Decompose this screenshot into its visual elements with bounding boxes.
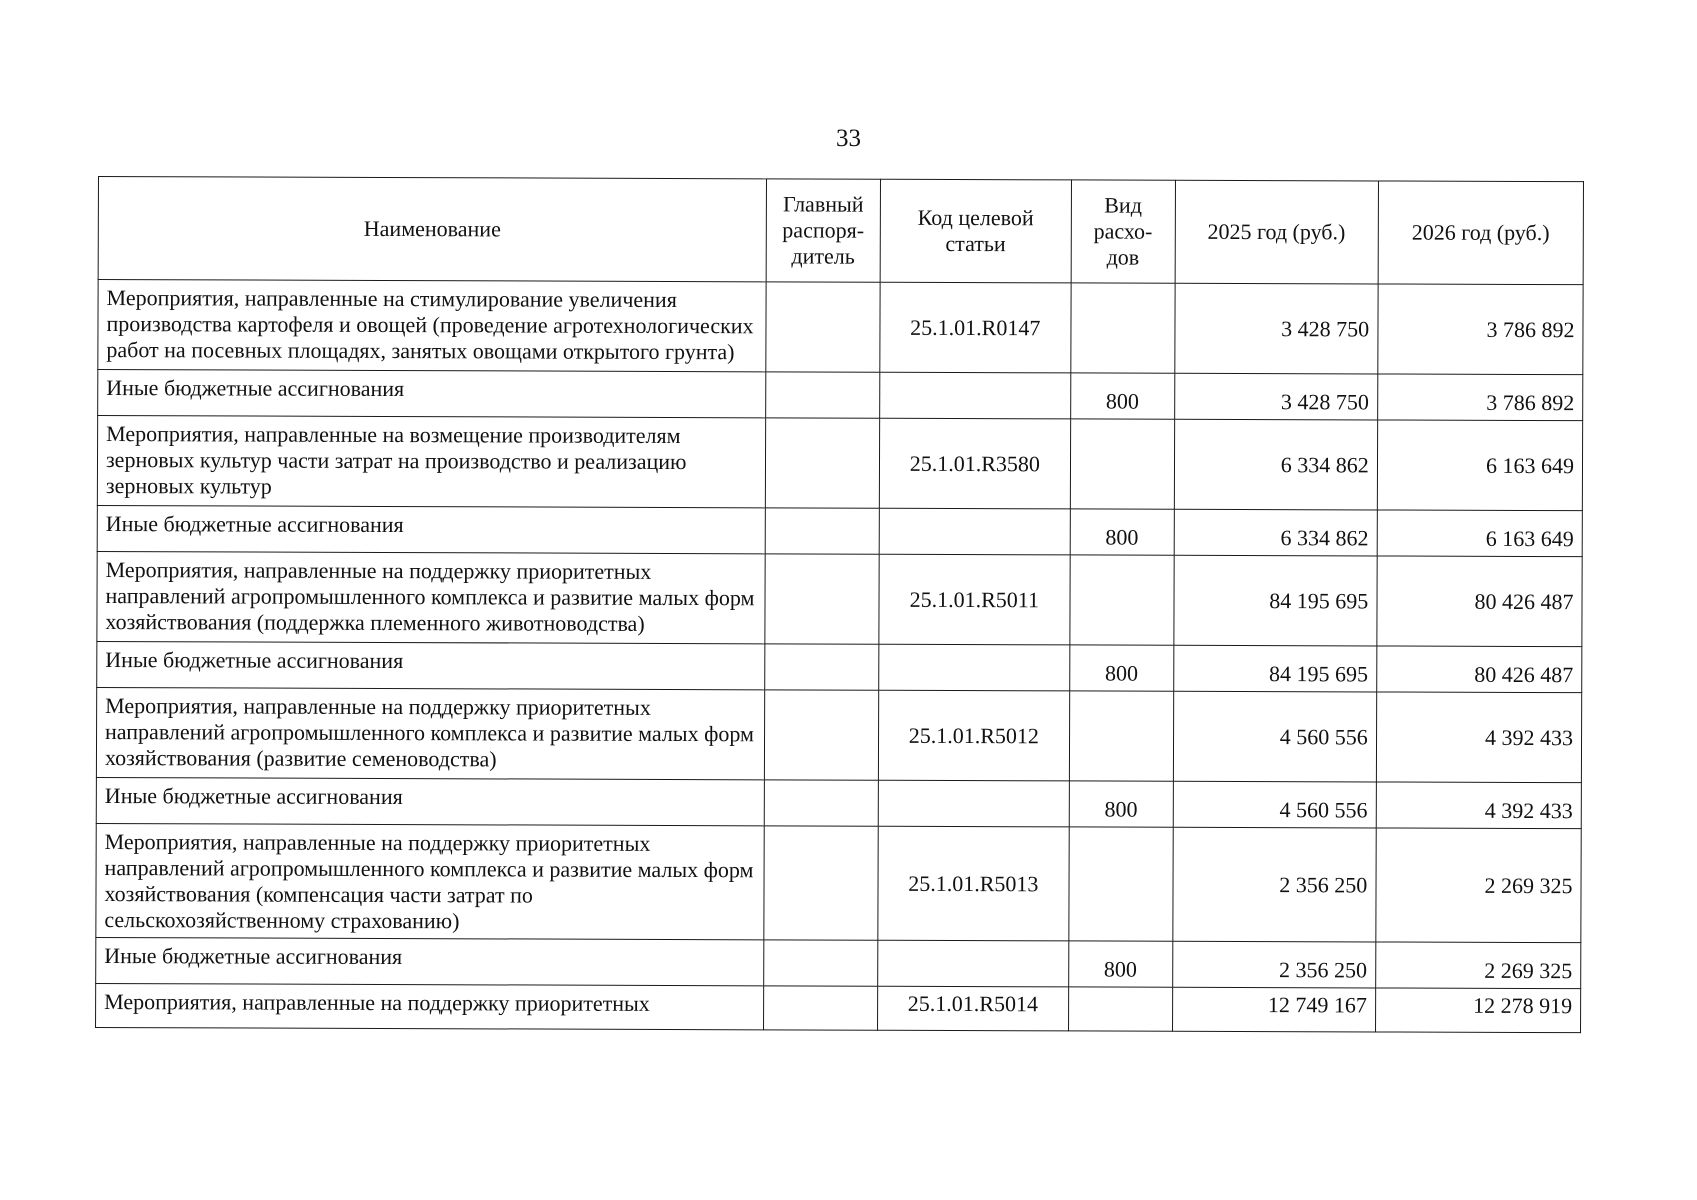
cell-name: Мероприятия, направленные на поддержку приоритетных xyxy=(96,983,764,1029)
table-row xyxy=(96,937,1581,988)
table-row xyxy=(97,551,1582,646)
cell-2026: 3 786 892 xyxy=(1377,374,1582,421)
table-row xyxy=(98,280,1583,375)
cell-manager xyxy=(765,644,879,690)
cell-name: Иные бюджетные ассигнования xyxy=(96,777,764,825)
cell-2025: 4 560 556 xyxy=(1173,691,1377,782)
table-row xyxy=(96,777,1581,828)
cell-code xyxy=(877,940,1068,987)
cell-manager xyxy=(766,372,880,418)
cell-name: Мероприятия, направленные на стимулирование увеличения производства картофеля и овощей (проведение агротехнологических работ на посевных площадях, занятых овощами открытого грунта) xyxy=(98,280,766,372)
cell-type xyxy=(1069,691,1173,781)
cell-type xyxy=(1068,987,1172,1031)
table-row xyxy=(98,370,1583,421)
cell-type: 800 xyxy=(1070,645,1174,691)
cell-code xyxy=(879,372,1070,419)
cell-2025: 84 195 695 xyxy=(1173,555,1377,646)
cell-manager xyxy=(764,690,878,780)
table-row xyxy=(96,823,1581,942)
cell-manager xyxy=(765,508,879,554)
header-code: Код целевой статьи xyxy=(880,179,1072,283)
cell-2026: 12 278 919 xyxy=(1375,988,1580,1033)
cell-type: 800 xyxy=(1071,373,1175,419)
cell-manager xyxy=(764,940,878,986)
cell-2026: 2 269 325 xyxy=(1375,942,1580,989)
header-name: Наименование xyxy=(98,177,766,282)
cell-2026: 2 269 325 xyxy=(1376,828,1582,943)
cell-name: Мероприятия, направленные на поддержку приоритетных направлений агропромышленного комплекса и развитие малых форм хозяйствования (поддержка племенного животноводства) xyxy=(97,551,765,643)
cell-2025: 2 356 250 xyxy=(1172,941,1375,988)
cell-2025: 4 560 556 xyxy=(1173,781,1376,828)
cell-type xyxy=(1069,827,1173,941)
cell-code: 25.1.01.R5014 xyxy=(877,986,1068,1031)
cell-type xyxy=(1070,419,1174,509)
header-2026: 2026 год (руб.) xyxy=(1378,181,1584,285)
cell-code: 25.1.01.R5013 xyxy=(878,826,1070,941)
cell-name: Мероприятия, направленные на возмещение производителям зерновых культур части затрат на производство и реализацию зерновых культур xyxy=(97,416,765,508)
cell-2025: 84 195 695 xyxy=(1173,645,1376,692)
cell-2025: 3 428 750 xyxy=(1174,283,1378,374)
page-number: 33 xyxy=(836,125,861,152)
cell-type: 800 xyxy=(1069,941,1173,987)
cell-manager xyxy=(764,780,878,826)
cell-2026: 4 392 433 xyxy=(1376,782,1581,829)
cell-2025: 2 356 250 xyxy=(1172,827,1376,942)
cell-2025: 6 334 862 xyxy=(1174,419,1378,510)
cell-name: Иные бюджетные ассигнования xyxy=(97,505,765,553)
table-header-row xyxy=(98,177,1583,285)
table-row xyxy=(97,416,1582,511)
cell-2025: 3 428 750 xyxy=(1174,373,1377,420)
cell-code xyxy=(879,508,1070,555)
cell-name: Иные бюджетные ассигнования xyxy=(96,937,764,985)
cell-2026: 4 392 433 xyxy=(1376,692,1582,783)
cell-code: 25.1.01.R3580 xyxy=(879,418,1070,509)
cell-2026: 80 426 487 xyxy=(1376,646,1581,693)
cell-2025: 12 749 167 xyxy=(1172,987,1375,1032)
cell-code: 25.1.01.R5012 xyxy=(878,690,1069,781)
cell-code xyxy=(878,780,1069,827)
cell-manager xyxy=(765,554,879,644)
table-row xyxy=(96,687,1581,782)
cell-type xyxy=(1071,283,1175,373)
cell-2026: 6 163 649 xyxy=(1377,420,1583,511)
cell-type: 800 xyxy=(1070,509,1174,555)
cell-name: Мероприятия, направленные на поддержку приоритетных направлений агропромышленного комплекса и развитие малых форм хозяйствования (компенсация части затрат по сельскохозяйственному страхованию) xyxy=(96,823,764,939)
cell-manager xyxy=(764,826,878,940)
cell-code: 25.1.01.R5011 xyxy=(879,554,1070,645)
header-2025: 2025 год (руб.) xyxy=(1175,180,1379,284)
cell-manager xyxy=(765,418,879,508)
cell-2025: 6 334 862 xyxy=(1174,509,1377,556)
cell-2026: 6 163 649 xyxy=(1377,510,1582,557)
cell-manager xyxy=(764,986,878,1030)
table-row xyxy=(97,505,1582,556)
budget-table xyxy=(95,176,1584,1033)
header-type: Вид расхо-дов xyxy=(1071,180,1175,283)
table-row xyxy=(96,983,1581,1032)
table-row xyxy=(97,641,1582,692)
cell-manager xyxy=(766,282,880,372)
cell-name: Иные бюджетные ассигнования xyxy=(98,370,766,418)
cell-code xyxy=(878,644,1069,691)
header-manager: Главный распоря-дитель xyxy=(766,179,880,282)
cell-name: Иные бюджетные ассигнования xyxy=(97,641,765,689)
cell-2026: 3 786 892 xyxy=(1378,284,1584,375)
cell-code: 25.1.01.R0147 xyxy=(880,282,1071,373)
cell-name: Мероприятия, направленные на поддержку приоритетных направлений агропромышленного комплекса и развитие малых форм хозяйствования (развитие семеноводства) xyxy=(96,687,764,779)
cell-type: 800 xyxy=(1069,781,1173,827)
cell-2026: 80 426 487 xyxy=(1377,556,1583,647)
cell-type xyxy=(1070,555,1174,645)
